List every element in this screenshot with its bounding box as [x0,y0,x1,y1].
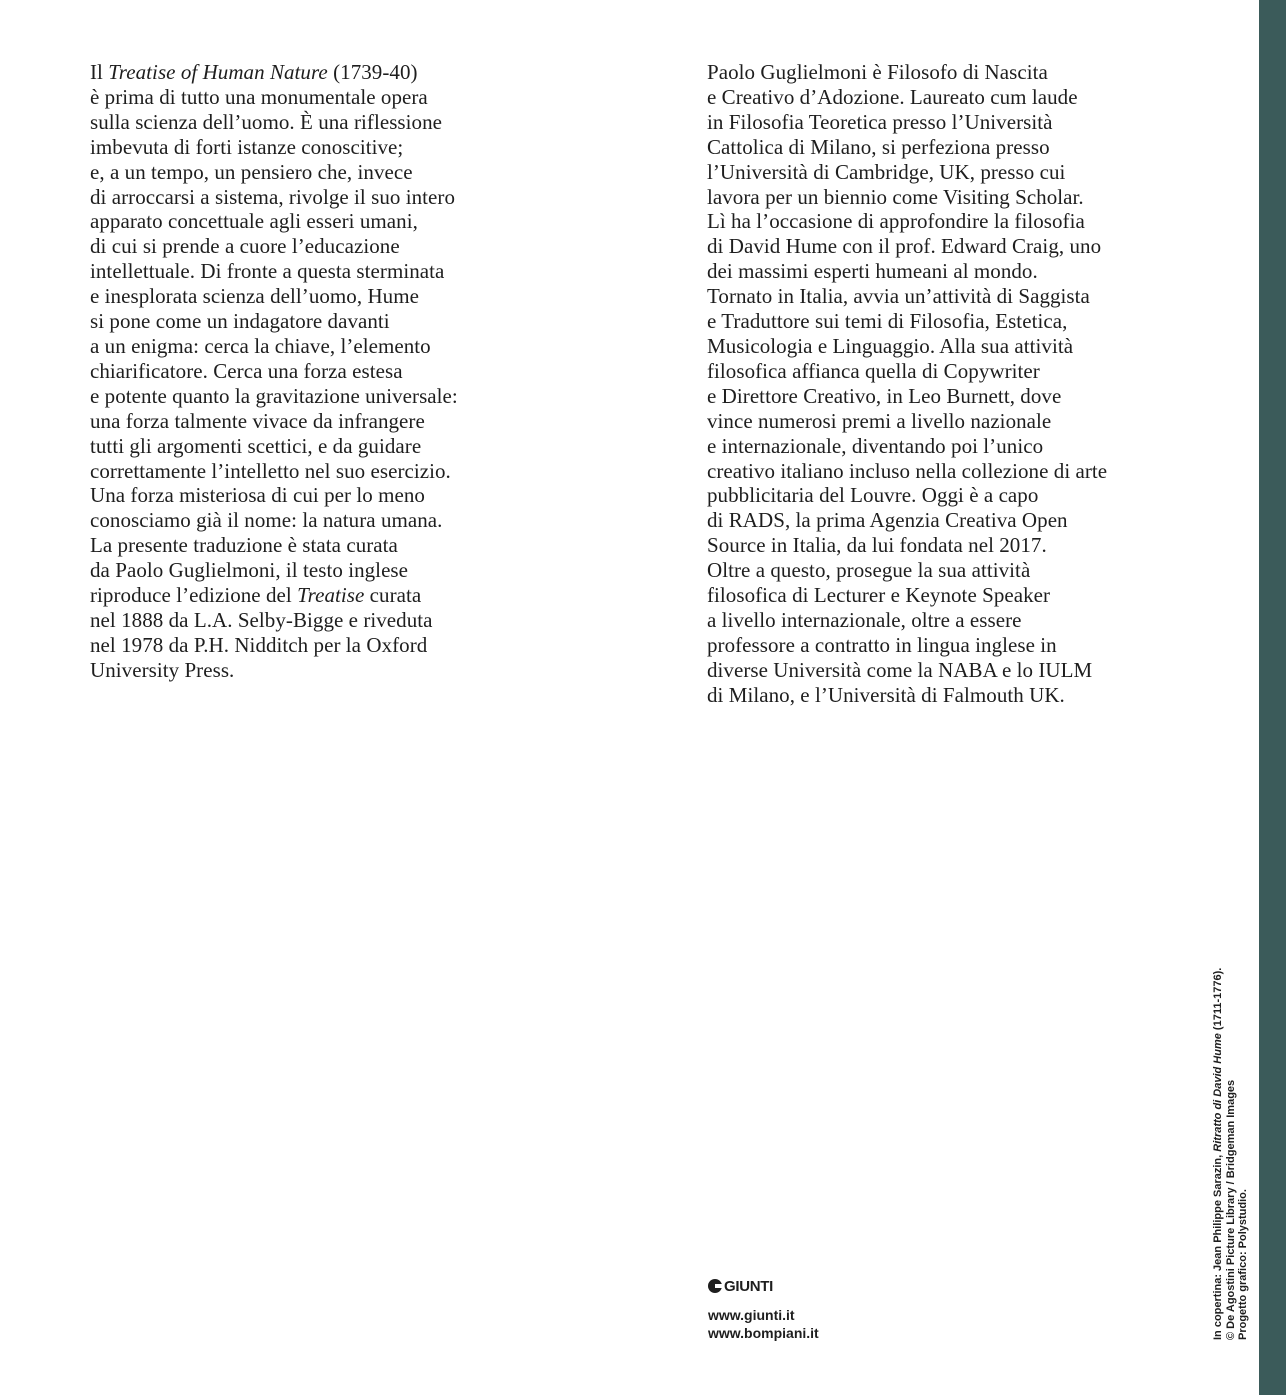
text-run: e internazionale, diventando poi l’unico [707,433,1044,458]
text-run: di arroccarsi a sistema, rivolge il suo intero [90,184,456,209]
left-column-line [90,309,530,334]
right-column-line [707,533,1177,558]
credits-line [1225,968,1238,1340]
text-run: a livello internazionale, oltre a essere [707,607,1022,632]
text-run: Tornato in Italia, avvia un’attività di Saggista [707,284,1090,309]
text-run: Cattolica di Milano, si perfeziona presso [707,134,1050,159]
left-column-line [90,60,530,85]
text-run: da Paolo Guglielmoni, il testo inglese [90,558,409,583]
text-run: Progetto grafico: Polystudio. [1237,1189,1249,1340]
text-run: e Direttore Creativo, in Leo Burnett, dove [707,383,1062,408]
text-run: una forza talmente vivace da infrangere [90,408,425,433]
left-column-line [90,558,530,583]
left-column-line [90,259,530,284]
text-run: è prima di tutto una monumentale opera [90,84,428,109]
text-run: e Creativo d’Adozione. Laureato cum laude [707,84,1078,109]
text-run: chiarificatore. Cerca una forza estesa [90,358,403,383]
text-run: curata [364,583,422,608]
text-run: imbevuta di forti istanze conoscitive; [90,134,404,159]
text-run: nel 1978 da P.H. Nidditch per la Oxford [90,632,428,657]
text-run: (1739-40) [327,60,418,84]
left-column-line [90,135,530,160]
right-column-line [707,384,1177,409]
left-column-line [90,160,530,185]
right-column-line [707,558,1177,583]
text-run: di David Hume con il prof. Edward Craig, uno [707,234,1102,259]
text-run: In copertina: Jean Philippe Sarazin, [1212,1151,1224,1340]
book-description-column [90,60,530,683]
text-run: pubblicitaria del Louvre. Oggi è a capo [707,483,1039,508]
right-column-line [707,409,1177,434]
left-column-line [90,85,530,110]
right-column-line [707,135,1177,160]
text-run: lavora per un biennio come Visiting Scholar. [707,184,1084,209]
publisher-urls [708,1306,819,1342]
left-column-line [90,483,530,508]
left-column-line [90,533,530,558]
text-run: apparato concettuale agli esseri umani, [90,209,418,234]
left-column-line [90,185,530,210]
right-column-line [707,508,1177,533]
right-column-line [707,459,1177,484]
right-column-line [707,434,1177,459]
text-run: intellettuale. Di fronte a questa sterminata [90,259,445,284]
left-column-line [90,359,530,384]
text-run: nel 1888 da L.A. Selby-Bigge e riveduta [90,607,433,632]
text-run: e Traduttore sui temi di Filosofia, Estetica, [707,309,1068,334]
right-column-line [707,60,1177,85]
text-run: Il [90,60,109,84]
text-run: (1711-1776). [1212,967,1224,1034]
text-run: si pone come un indagatore davanti [90,309,390,334]
text-run: di Milano, e l’Università di Falmouth UK. [707,682,1065,707]
right-column-line [707,234,1177,259]
text-run: in Filosofia Teoretica presso l’Università [707,109,1053,134]
left-column-line [90,334,530,359]
text-run: dei massimi esperti humeani al mondo. [707,259,1038,284]
right-column-line [707,334,1177,359]
left-column-line [90,583,530,608]
text-run: a un enigma: cerca la chiave, l’elemento [90,333,431,358]
text-run: La presente traduzione è stata curata [90,533,398,558]
text-run: University Press. [90,657,235,682]
left-column-line [90,234,530,259]
left-column-line [90,508,530,533]
text-run: professore a contratto in lingua inglese in [707,632,1057,657]
giunti-logo-icon [708,1279,722,1293]
translator-bio-column [707,60,1177,708]
right-column-line [707,583,1177,608]
left-column-line [90,434,530,459]
right-column-line [707,683,1177,708]
right-column-line [707,185,1177,210]
text-run: l’Università di Cambridge, UK, presso cui [707,159,1066,184]
right-column-line [707,110,1177,135]
text-run: diverse Università come la NABA e lo IULM [707,657,1093,682]
left-column-line [90,209,530,234]
left-column-line [90,409,530,434]
text-run: correttamente l’intelletto nel suo esercizio. [90,458,451,483]
text-run: Lì ha l’occasione di approfondire la filosofia [707,209,1085,234]
right-column-line [707,359,1177,384]
spine-band [1259,0,1286,1395]
text-run: filosofica affianca quella di Copywriter [707,358,1040,383]
publisher-block [708,1276,819,1342]
italic-title-text: Ritratto di David Hume [1212,1033,1224,1152]
left-column-line [90,384,530,409]
text-run: conosciamo già il nome: la natura umana. [90,508,443,533]
text-run: filosofica di Lecturer e Keynote Speaker [707,583,1051,608]
right-column-line [707,209,1177,234]
publisher-url-giunti[interactable]: www.giunti.it [708,1307,795,1323]
text-run: sulla scienza dell’uomo. È una riflessione [90,109,442,134]
cover-credits [1212,968,1250,1340]
text-run: Oltre a questo, prosegue la sua attività [707,558,1031,583]
text-run: creativo italiano incluso nella collezione di arte [707,458,1108,483]
publisher-url-bompiani[interactable]: www.bompiani.it [708,1325,819,1341]
left-column-line [90,110,530,135]
right-column-line [707,85,1177,110]
right-column-line [707,633,1177,658]
left-column-line [90,608,530,633]
left-column-line [90,633,530,658]
italic-title-text: Treatise of Human Nature [108,60,328,84]
right-column-line [707,259,1177,284]
right-column-line [707,309,1177,334]
right-column-line [707,160,1177,185]
credits-line [1212,968,1225,1340]
left-column-line [90,459,530,484]
text-run: vince numerosi premi a livello nazionale [707,408,1052,433]
text-run: e potente quanto la gravitazione universale: [90,383,458,408]
right-column-line [707,483,1177,508]
text-run: e, a un tempo, un pensiero che, invece [90,159,413,184]
text-run: e inesplorata scienza dell’uomo, Hume [90,284,419,309]
text-run: Musicologia e Linguaggio. Alla sua attività [707,333,1074,358]
text-run: Source in Italia, da lui fondata nel 2017. [707,533,1047,558]
italic-title-text: Treatise [297,583,365,608]
text-run: Paolo Guglielmoni è Filosofo di Nascita [707,60,1048,84]
right-column-line [707,608,1177,633]
text-run: di cui si prende a cuore l’educazione [90,234,400,259]
left-column-line [90,658,530,683]
left-column-line [90,284,530,309]
publisher-logo [708,1276,819,1296]
text-run: Una forza misteriosa di cui per lo meno [90,483,425,508]
right-column-line [707,658,1177,683]
text-run: riproduce l’edizione del [90,583,298,608]
text-run: di RADS, la prima Agenzia Creativa Open [707,508,1068,533]
text-run: tutti gli argomenti scettici, e da guidare [90,433,422,458]
text-run: © De Agostini Picture Library / Bridgeman Images [1224,1079,1237,1340]
credits-line [1237,968,1250,1340]
right-column-line [707,284,1177,309]
publisher-logo-text: GIUNTI [724,1277,774,1295]
